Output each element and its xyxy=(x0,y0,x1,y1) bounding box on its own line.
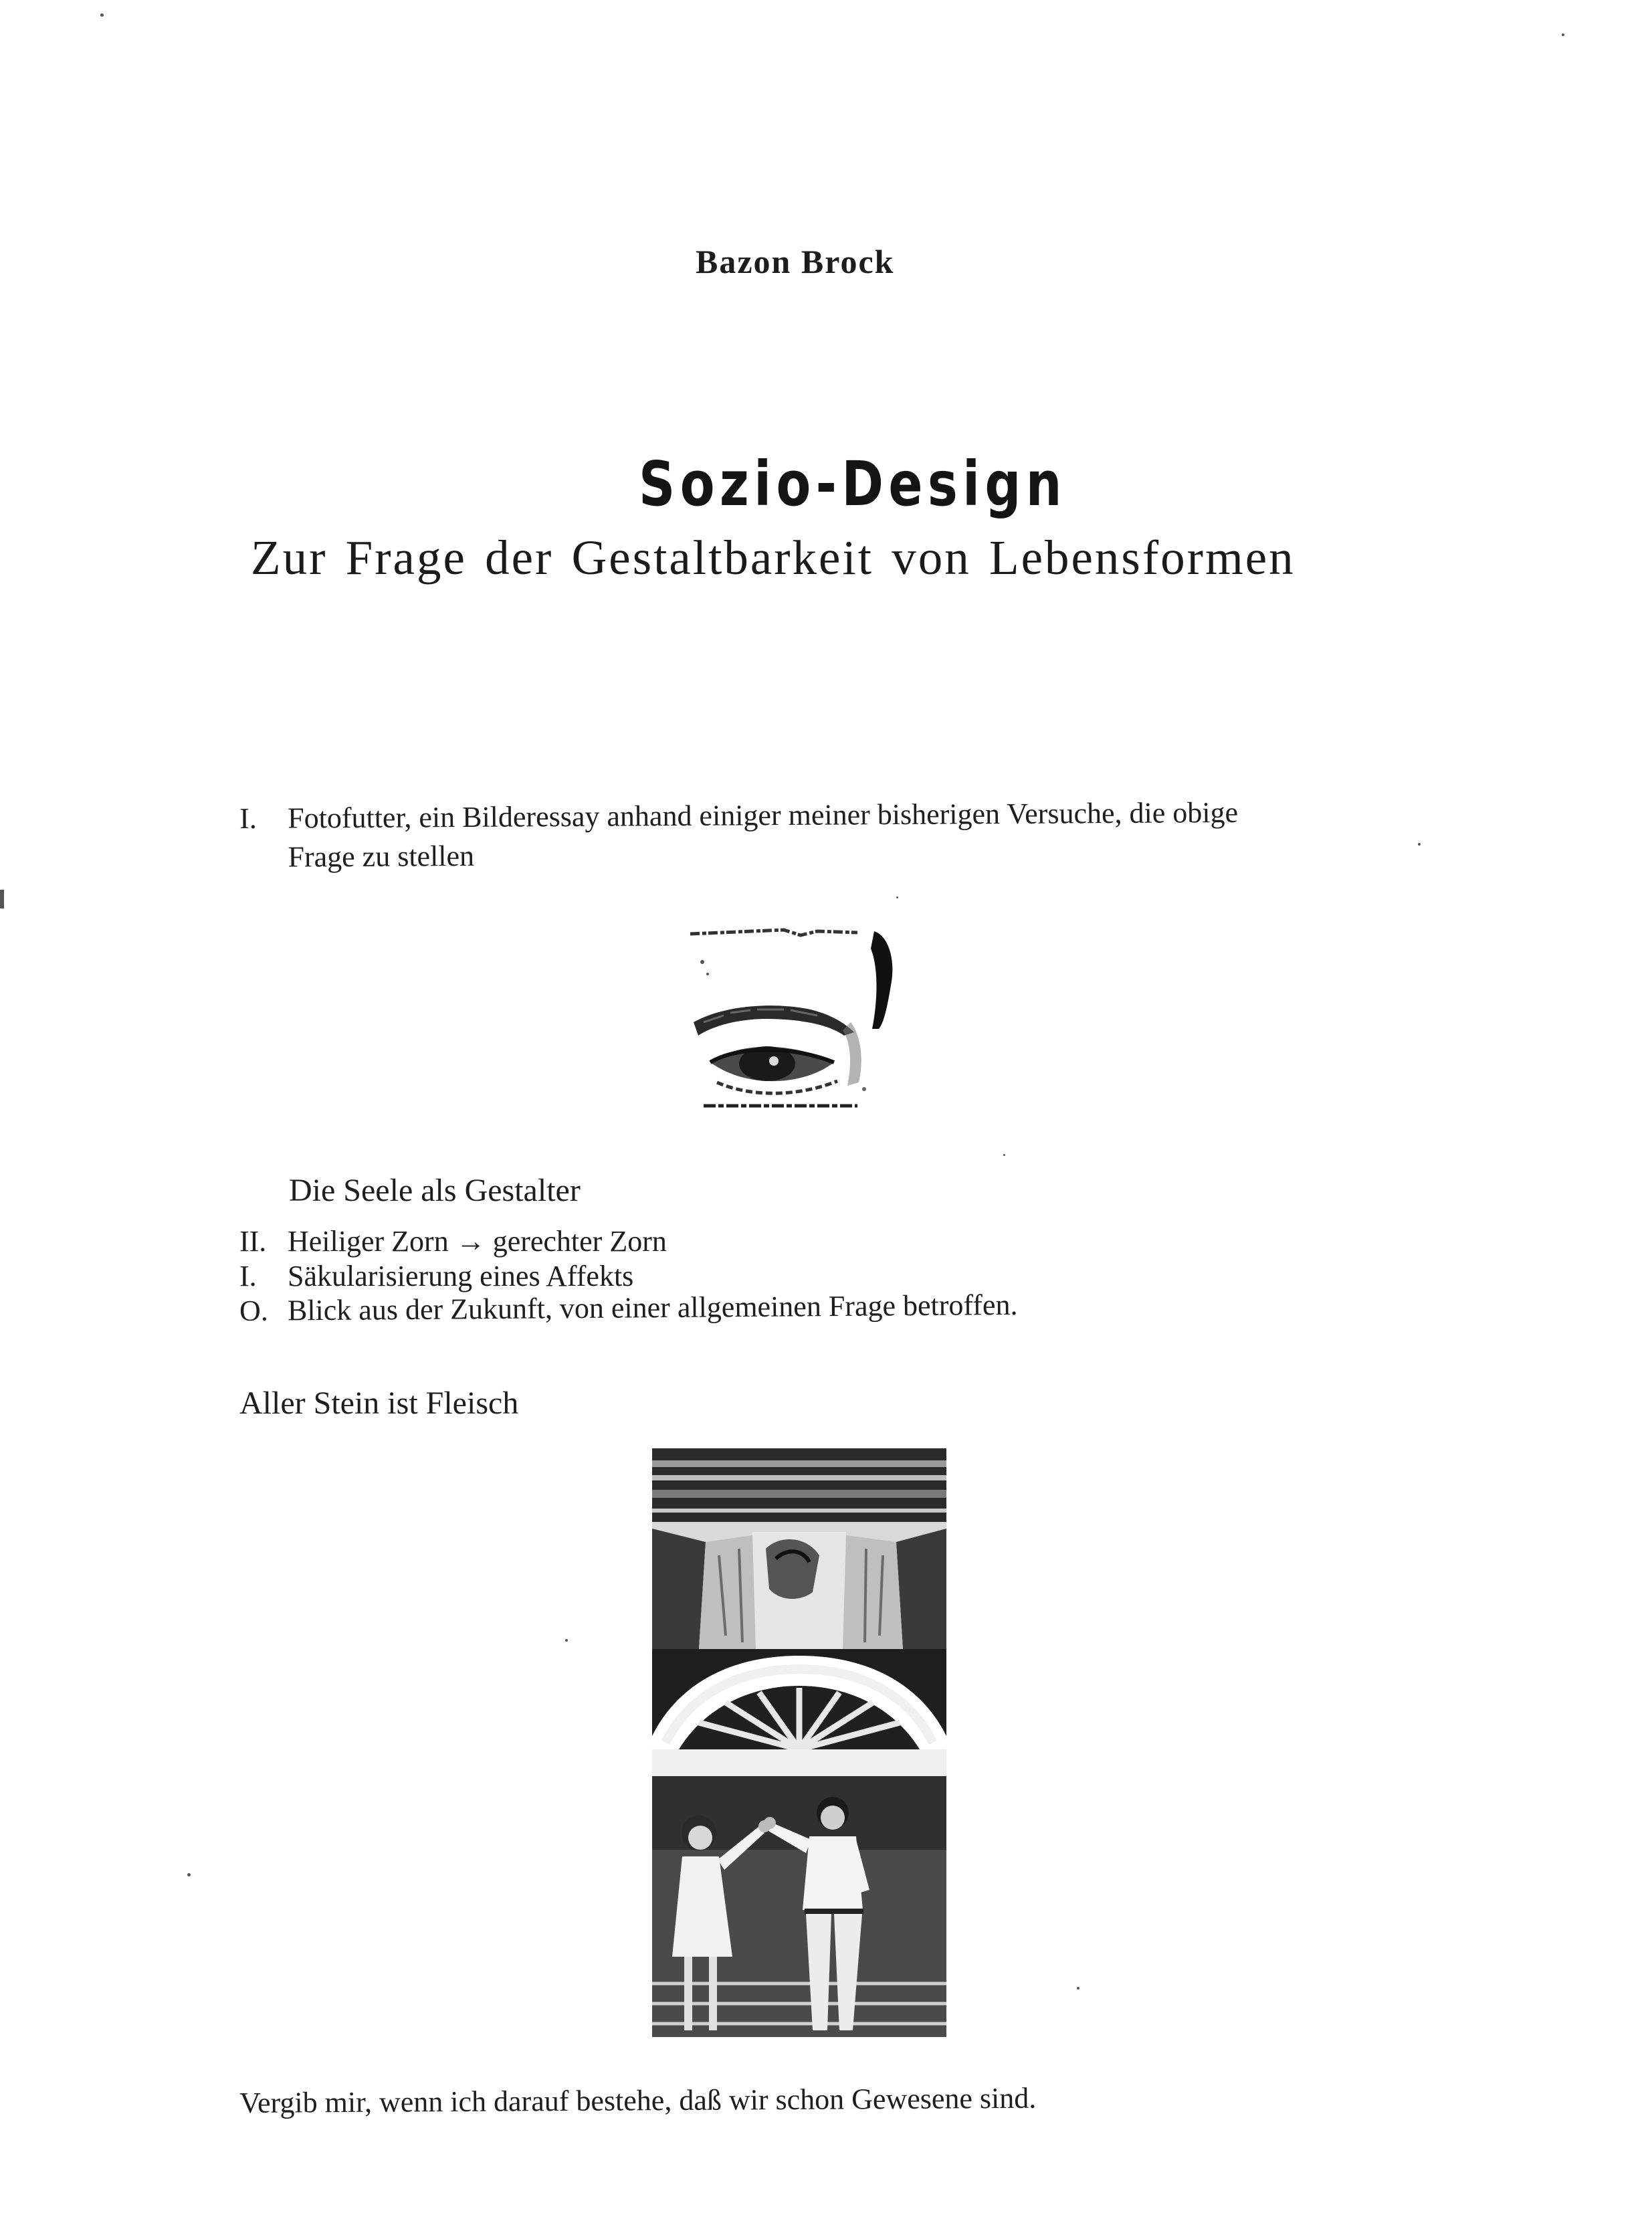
list-item-number: I. xyxy=(239,1260,257,1292)
soul-caption: Die Seele als Gestalter xyxy=(289,1173,581,1208)
list-item-number: O. xyxy=(239,1294,268,1327)
list-item-number: II. xyxy=(239,1225,267,1258)
intro-number: I. xyxy=(239,801,257,835)
intro-line-1: Fotofutter, ein Bilderessay anhand einiger meiner bisherigen Versuche, die obige xyxy=(288,795,1239,835)
page-title: Sozio-Design xyxy=(639,448,1067,520)
list-item-text: Blick aus der Zukunft, von einer allgemeinen Frage betroffen. xyxy=(287,1288,1018,1327)
page-subtitle: Zur Frage der Gestaltbarkeit von Lebensformen xyxy=(251,530,1296,585)
author-name: Bazon Brock xyxy=(696,243,895,280)
closing-line: Vergib mir, wenn ich darauf bestehe, daß wir schon Gewesene sind. xyxy=(239,2081,1037,2119)
scan-speck xyxy=(1562,33,1564,36)
stone-caption: Aller Stein ist Fleisch xyxy=(239,1385,519,1421)
scan-speck xyxy=(1077,1987,1079,1990)
scan-speck xyxy=(565,1639,568,1642)
list-item xyxy=(239,1288,1018,1329)
gate-photo xyxy=(652,1448,946,2050)
list-item xyxy=(239,1224,1018,1259)
eye-photo xyxy=(684,922,911,1123)
scan-speck xyxy=(187,1873,191,1876)
scan-speck xyxy=(100,13,104,17)
numbered-list xyxy=(239,1224,1018,1329)
scan-speck xyxy=(1003,1154,1005,1156)
list-item-text: Säkularisierung eines Affekts xyxy=(288,1260,634,1292)
scan-speck xyxy=(1418,843,1421,846)
list-item-text: Heiliger Zorn → gerechter Zorn xyxy=(288,1225,667,1258)
intro-line-2: Frage zu stellen xyxy=(288,839,475,874)
scan-speck xyxy=(0,890,4,908)
section-intro xyxy=(239,792,1390,877)
scan-speck xyxy=(896,896,898,898)
